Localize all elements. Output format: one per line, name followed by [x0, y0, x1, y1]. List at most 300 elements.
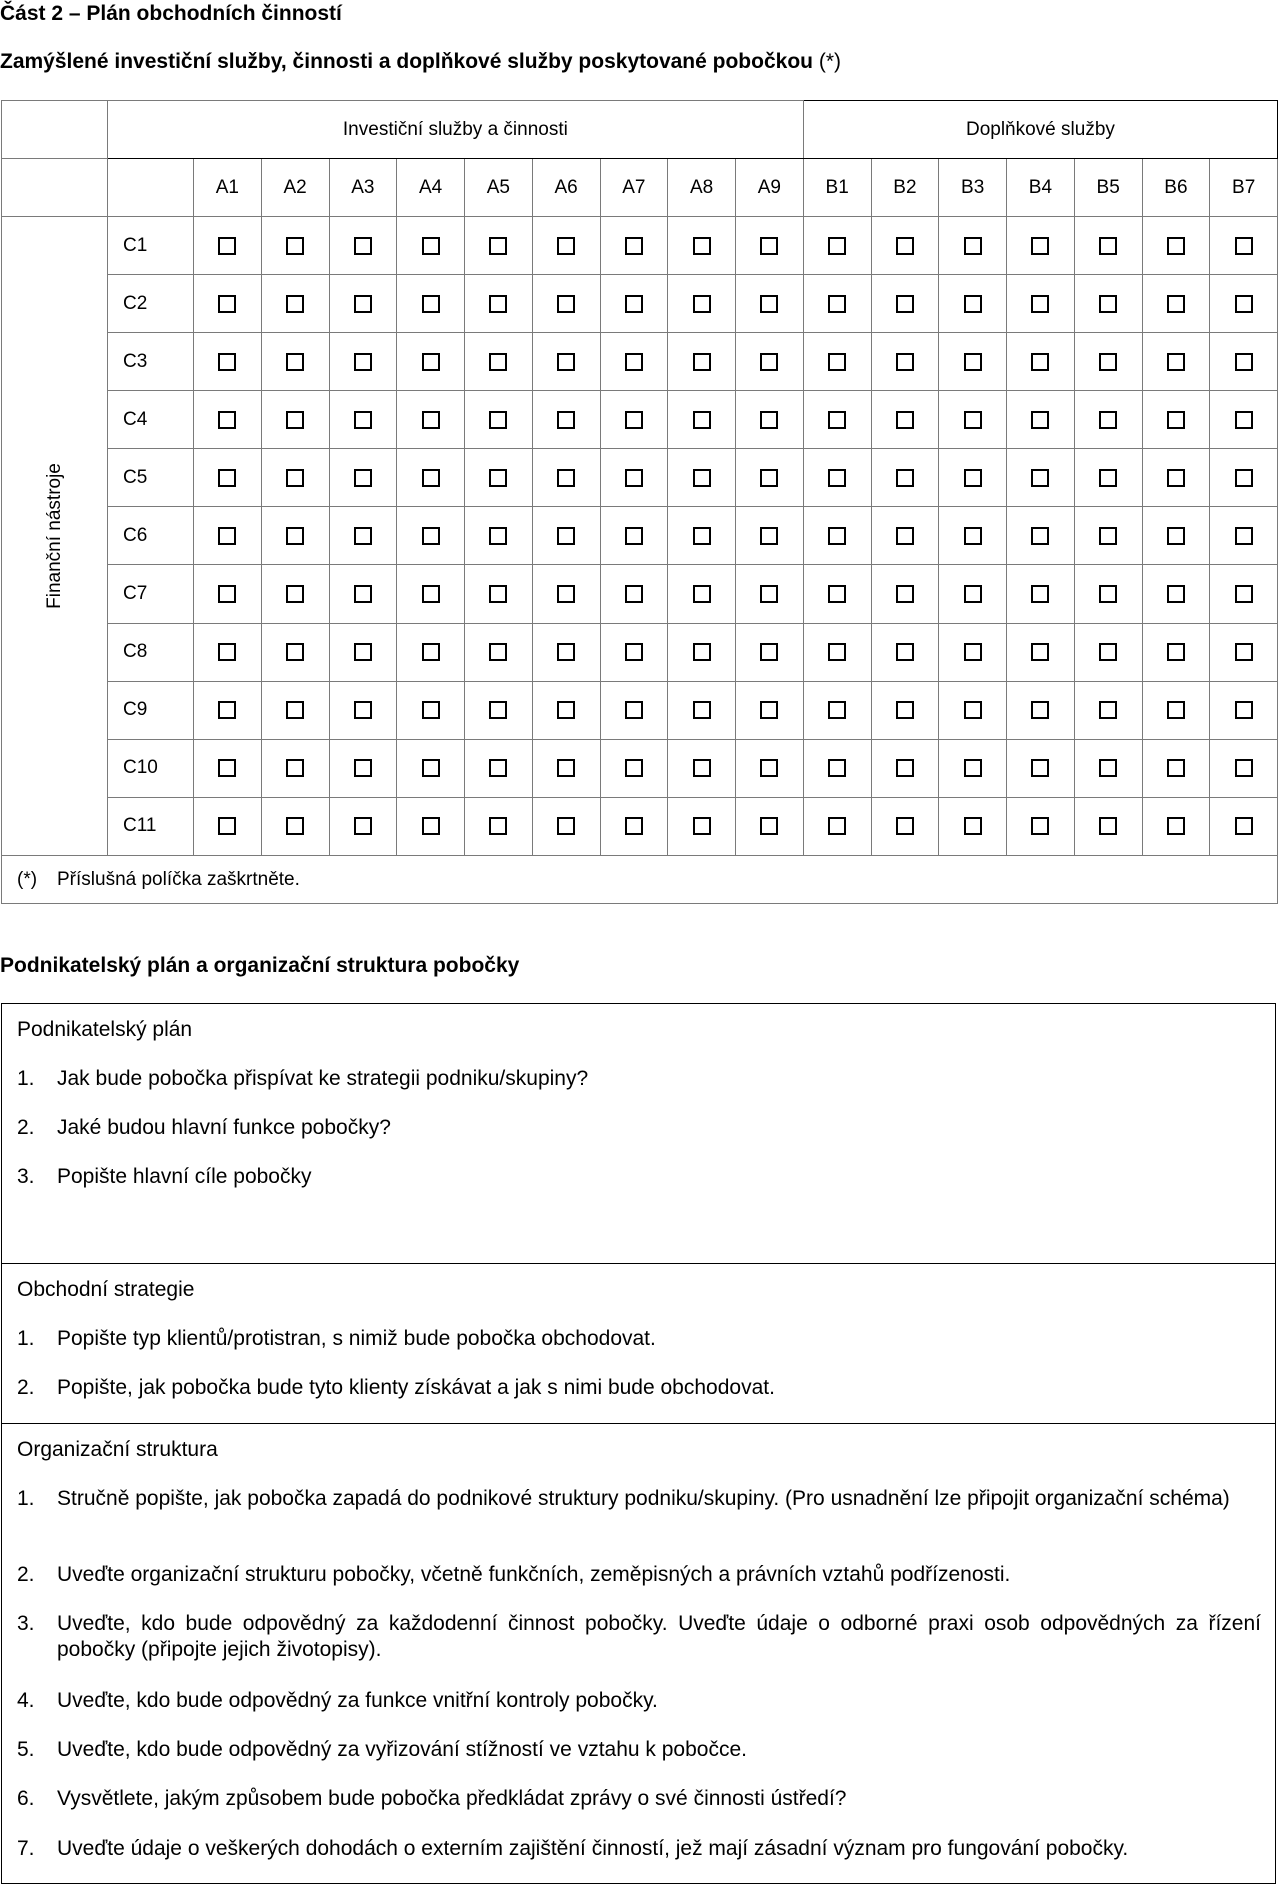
checkbox-cell [532, 217, 600, 275]
checkbox-c3-a4[interactable] [422, 353, 440, 371]
note-marker: (*) [17, 868, 38, 890]
checkbox-c10-b4[interactable] [1031, 759, 1049, 777]
column-header: B1 [803, 159, 871, 217]
column-header: A5 [465, 159, 533, 217]
checkbox-c2-b4[interactable] [1031, 295, 1049, 313]
list-item [17, 1375, 1261, 1401]
table-row [2, 507, 1278, 565]
checkbox-cell [1074, 217, 1142, 275]
checkbox-c5-b2[interactable] [896, 469, 914, 487]
checkbox-c9-b2[interactable] [896, 701, 914, 719]
checkbox-c6-a6[interactable] [557, 527, 575, 545]
checkbox-c8-a9[interactable] [760, 643, 778, 661]
row-group-label: Finanční nástroje [43, 463, 65, 609]
checkbox-cell [600, 681, 668, 739]
column-header: B3 [939, 159, 1007, 217]
table-row [2, 391, 1278, 449]
checkbox-cell [600, 449, 668, 507]
checkbox-cell [261, 739, 329, 797]
checkbox-cell [736, 217, 804, 275]
checkbox-c11-b1[interactable] [828, 817, 846, 835]
checkbox-cell [1074, 391, 1142, 449]
checkbox-cell [1210, 739, 1278, 797]
checkbox-c5-a3[interactable] [354, 469, 372, 487]
checkbox-c6-b6[interactable] [1167, 527, 1185, 545]
checkbox-c5-a1[interactable] [218, 469, 236, 487]
checkbox-cell [803, 507, 871, 565]
checkbox-c7-a2[interactable] [286, 585, 304, 603]
checkbox-c10-a7[interactable] [625, 759, 643, 777]
checkbox-cell [1142, 391, 1210, 449]
checkbox-c5-a7[interactable] [625, 469, 643, 487]
group-header-ancillary: Doplňkové služby [803, 101, 1277, 159]
checkbox-c9-a4[interactable] [422, 701, 440, 719]
checkbox-cell [736, 565, 804, 623]
checkbox-cell [1007, 681, 1075, 739]
checkbox-c11-a9[interactable] [760, 817, 778, 835]
checkbox-c2-a8[interactable] [693, 295, 711, 313]
checkbox-c11-a7[interactable] [625, 817, 643, 835]
checkbox-c1-b3[interactable] [964, 237, 982, 255]
checkbox-c3-a9[interactable] [760, 353, 778, 371]
checkbox-c7-b3[interactable] [964, 585, 982, 603]
table-row [2, 623, 1278, 681]
row-group-label-wrapper [2, 217, 107, 855]
checkbox-cell [939, 565, 1007, 623]
checkbox-cell [939, 623, 1007, 681]
checkbox-cell [194, 739, 262, 797]
row-label: C5 [108, 449, 194, 507]
checkbox-c7-a3[interactable] [354, 585, 372, 603]
checkbox-c4-a9[interactable] [760, 411, 778, 429]
checkbox-cell [532, 449, 600, 507]
checkbox-cell [939, 797, 1007, 855]
checkbox-cell [532, 739, 600, 797]
section-title: Podnikatelský plán [17, 1018, 193, 1041]
checkbox-c9-a2[interactable] [286, 701, 304, 719]
checkbox-c4-a1[interactable] [218, 411, 236, 429]
checkbox-c10-b3[interactable] [964, 759, 982, 777]
checkbox-c1-b7[interactable] [1235, 237, 1253, 255]
checkbox-cell [600, 797, 668, 855]
checkbox-c7-a7[interactable] [625, 585, 643, 603]
checkbox-c2-b1[interactable] [828, 295, 846, 313]
table-row [2, 565, 1278, 623]
checkbox-cell [600, 507, 668, 565]
checkbox-c5-a2[interactable] [286, 469, 304, 487]
checkbox-cell [803, 565, 871, 623]
checkbox-cell [871, 623, 939, 681]
checkbox-c2-a6[interactable] [557, 295, 575, 313]
checkbox-c4-b1[interactable] [828, 411, 846, 429]
checkbox-c1-a1[interactable] [218, 237, 236, 255]
checkbox-cell [871, 797, 939, 855]
checkbox-c2-a7[interactable] [625, 295, 643, 313]
checkbox-c3-a2[interactable] [286, 353, 304, 371]
checkbox-c7-b2[interactable] [896, 585, 914, 603]
checkbox-cell [1074, 507, 1142, 565]
checkbox-c2-a2[interactable] [286, 295, 304, 313]
list-item [17, 1737, 1261, 1763]
checkbox-c2-b3[interactable] [964, 295, 982, 313]
checkbox-c8-a5[interactable] [489, 643, 507, 661]
checkbox-c1-b2[interactable] [896, 237, 914, 255]
checkbox-c1-a6[interactable] [557, 237, 575, 255]
checkbox-cell [1007, 275, 1075, 333]
checkbox-c3-a1[interactable] [218, 353, 236, 371]
checkbox-cell [397, 507, 465, 565]
checkbox-cell [397, 217, 465, 275]
checkbox-c2-a9[interactable] [760, 295, 778, 313]
checkbox-c8-a7[interactable] [625, 643, 643, 661]
checkbox-cell [1210, 217, 1278, 275]
checkbox-c9-a5[interactable] [489, 701, 507, 719]
checkbox-cell [1007, 565, 1075, 623]
checkbox-cell [1007, 797, 1075, 855]
checkbox-c5-a5[interactable] [489, 469, 507, 487]
checkbox-c3-b6[interactable] [1167, 353, 1185, 371]
checkbox-cell [1142, 507, 1210, 565]
checkbox-c2-a3[interactable] [354, 295, 372, 313]
checkbox-c1-a4[interactable] [422, 237, 440, 255]
checkbox-c4-b6[interactable] [1167, 411, 1185, 429]
checkbox-cell [803, 739, 871, 797]
checkbox-c3-b3[interactable] [964, 353, 982, 371]
checkbox-cell [261, 217, 329, 275]
checkbox-cell [329, 275, 397, 333]
checkbox-c10-a1[interactable] [218, 759, 236, 777]
checkbox-c10-a6[interactable] [557, 759, 575, 777]
checkbox-c1-b6[interactable] [1167, 237, 1185, 255]
checkbox-cell [1074, 333, 1142, 391]
checkbox-c4-b2[interactable] [896, 411, 914, 429]
checkbox-c10-b6[interactable] [1167, 759, 1185, 777]
checkbox-c6-a9[interactable] [760, 527, 778, 545]
checkbox-c10-b5[interactable] [1099, 759, 1117, 777]
checkbox-c6-b4[interactable] [1031, 527, 1049, 545]
list-item-text: Uveďte, kdo bude odpovědný za funkce vnitřní kontroly pobočky. [57, 1689, 658, 1712]
checkbox-c4-a3[interactable] [354, 411, 372, 429]
checkbox-cell [465, 275, 533, 333]
checkbox-c11-b4[interactable] [1031, 817, 1049, 835]
checkbox-c7-b4[interactable] [1031, 585, 1049, 603]
checkbox-cell [1074, 449, 1142, 507]
checkbox-c5-b5[interactable] [1099, 469, 1117, 487]
checkbox-c11-a6[interactable] [557, 817, 575, 835]
checkbox-c9-a6[interactable] [557, 701, 575, 719]
checkbox-c4-b5[interactable] [1099, 411, 1117, 429]
checkbox-c3-b1[interactable] [828, 353, 846, 371]
checkbox-c7-b6[interactable] [1167, 585, 1185, 603]
list-item [17, 1164, 1261, 1190]
checkbox-c10-a9[interactable] [760, 759, 778, 777]
checkbox-c6-a4[interactable] [422, 527, 440, 545]
checkbox-c9-a1[interactable] [218, 701, 236, 719]
checkbox-c8-a8[interactable] [693, 643, 711, 661]
checkbox-c6-a5[interactable] [489, 527, 507, 545]
checkbox-c8-b1[interactable] [828, 643, 846, 661]
list-item-text: Jak bude pobočka přispívat ke strategii podniku/skupiny? [57, 1067, 589, 1090]
checkbox-c1-a7[interactable] [625, 237, 643, 255]
section-title: Obchodní strategie [17, 1278, 195, 1301]
checkbox-c1-a9[interactable] [760, 237, 778, 255]
checkbox-c3-a3[interactable] [354, 353, 372, 371]
checkbox-c9-b1[interactable] [828, 701, 846, 719]
checkbox-c6-a2[interactable] [286, 527, 304, 545]
checkbox-cell [465, 739, 533, 797]
checkbox-c8-b3[interactable] [964, 643, 982, 661]
checkbox-c4-b3[interactable] [964, 411, 982, 429]
row-label: C8 [108, 623, 194, 681]
checkbox-c8-b6[interactable] [1167, 643, 1185, 661]
checkbox-c9-a3[interactable] [354, 701, 372, 719]
column-header: A9 [736, 159, 804, 217]
checkbox-cell [465, 449, 533, 507]
table-row [2, 217, 1278, 275]
checkbox-c3-b7[interactable] [1235, 353, 1253, 371]
checkbox-cell [1074, 623, 1142, 681]
checkbox-cell [600, 391, 668, 449]
checkbox-c1-a5[interactable] [489, 237, 507, 255]
checkbox-cell [1074, 681, 1142, 739]
checkbox-c2-a4[interactable] [422, 295, 440, 313]
checkbox-c10-b1[interactable] [828, 759, 846, 777]
checkbox-cell [329, 449, 397, 507]
checkbox-c9-b3[interactable] [964, 701, 982, 719]
list-item-number: 6. [17, 1787, 35, 1810]
checkbox-cell [668, 449, 736, 507]
empty-corner-cell [108, 159, 194, 217]
column-header: A2 [261, 159, 329, 217]
checkbox-cell [803, 797, 871, 855]
checkbox-cell [939, 391, 1007, 449]
checkbox-cell [397, 391, 465, 449]
checkbox-cell [1142, 565, 1210, 623]
checkbox-c6-b7[interactable] [1235, 527, 1253, 545]
checkbox-c11-b5[interactable] [1099, 817, 1117, 835]
checkbox-cell [668, 275, 736, 333]
checkbox-c4-b7[interactable] [1235, 411, 1253, 429]
checkbox-c5-b4[interactable] [1031, 469, 1049, 487]
checkbox-c9-a9[interactable] [760, 701, 778, 719]
checkbox-c10-b2[interactable] [896, 759, 914, 777]
checkbox-c6-b1[interactable] [828, 527, 846, 545]
checkbox-cell [465, 217, 533, 275]
checkbox-c4-a5[interactable] [489, 411, 507, 429]
list-item-number: 1. [17, 1327, 35, 1350]
checkbox-cell [194, 217, 262, 275]
checkbox-cell [329, 333, 397, 391]
checkbox-c6-a3[interactable] [354, 527, 372, 545]
checkbox-c3-b4[interactable] [1031, 353, 1049, 371]
checkbox-c7-b5[interactable] [1099, 585, 1117, 603]
services-title-marker: (*) [818, 50, 841, 73]
list-item-number: 1. [17, 1487, 35, 1510]
row-label: C4 [108, 391, 194, 449]
checkbox-c9-b5[interactable] [1099, 701, 1117, 719]
checkbox-c10-a3[interactable] [354, 759, 372, 777]
checkbox-c2-b2[interactable] [896, 295, 914, 313]
checkbox-c9-b4[interactable] [1031, 701, 1049, 719]
checkbox-c1-a3[interactable] [354, 237, 372, 255]
group-header-investment: Investiční služby a činnosti [108, 101, 804, 159]
checkbox-c8-b4[interactable] [1031, 643, 1049, 661]
checkbox-c8-b7[interactable] [1235, 643, 1253, 661]
checkbox-c9-a8[interactable] [693, 701, 711, 719]
checkbox-c2-b5[interactable] [1099, 295, 1117, 313]
checkbox-c7-a5[interactable] [489, 585, 507, 603]
checkbox-c2-b7[interactable] [1235, 295, 1253, 313]
checkbox-c3-a5[interactable] [489, 353, 507, 371]
checkbox-c9-b7[interactable] [1235, 701, 1253, 719]
checkbox-c11-a3[interactable] [354, 817, 372, 835]
checkbox-cell [261, 565, 329, 623]
list-item [17, 1562, 1261, 1588]
checkbox-cell [668, 333, 736, 391]
checkbox-c4-a6[interactable] [557, 411, 575, 429]
checkbox-cell [1210, 275, 1278, 333]
checkbox-c7-b7[interactable] [1235, 585, 1253, 603]
checkbox-c8-a3[interactable] [354, 643, 372, 661]
checkbox-c7-a6[interactable] [557, 585, 575, 603]
checkbox-cell [1074, 797, 1142, 855]
checkbox-c8-a6[interactable] [557, 643, 575, 661]
checkbox-c11-a2[interactable] [286, 817, 304, 835]
checkbox-c4-a7[interactable] [625, 411, 643, 429]
checkbox-c6-b2[interactable] [896, 527, 914, 545]
checkbox-c4-b4[interactable] [1031, 411, 1049, 429]
checkbox-c4-a4[interactable] [422, 411, 440, 429]
checkbox-c1-b5[interactable] [1099, 237, 1117, 255]
checkbox-c5-b1[interactable] [828, 469, 846, 487]
checkbox-c9-b6[interactable] [1167, 701, 1185, 719]
checkbox-cell [397, 623, 465, 681]
checkbox-cell [532, 681, 600, 739]
list-item-number: 3. [17, 1165, 35, 1188]
checkbox-cell [600, 333, 668, 391]
checkbox-c7-b1[interactable] [828, 585, 846, 603]
checkbox-c11-b7[interactable] [1235, 817, 1253, 835]
column-header: A7 [600, 159, 668, 217]
checkbox-c5-a4[interactable] [422, 469, 440, 487]
checkbox-c10-a4[interactable] [422, 759, 440, 777]
checkbox-c1-a8[interactable] [693, 237, 711, 255]
checkbox-cell [1074, 739, 1142, 797]
checkbox-c9-a7[interactable] [625, 701, 643, 719]
checkbox-cell [939, 449, 1007, 507]
checkbox-cell [194, 565, 262, 623]
checkbox-cell [1142, 449, 1210, 507]
checkbox-cell [397, 681, 465, 739]
checkbox-c6-a1[interactable] [218, 527, 236, 545]
checkbox-c6-a7[interactable] [625, 527, 643, 545]
checkbox-c8-a4[interactable] [422, 643, 440, 661]
checkbox-c2-a1[interactable] [218, 295, 236, 313]
checkbox-c5-b7[interactable] [1235, 469, 1253, 487]
checkbox-cell [329, 623, 397, 681]
checkbox-c3-b5[interactable] [1099, 353, 1117, 371]
checkbox-cell [1007, 391, 1075, 449]
checkbox-c10-b7[interactable] [1235, 759, 1253, 777]
checkbox-cell [736, 739, 804, 797]
checkbox-c8-a1[interactable] [218, 643, 236, 661]
checkbox-c3-a8[interactable] [693, 353, 711, 371]
checkbox-c5-a9[interactable] [760, 469, 778, 487]
checkbox-c5-b3[interactable] [964, 469, 982, 487]
checkbox-c7-a4[interactable] [422, 585, 440, 603]
checkbox-c11-a1[interactable] [218, 817, 236, 835]
list-item-number: 2. [17, 1376, 35, 1399]
checkbox-cell [736, 449, 804, 507]
services-title [0, 48, 841, 76]
checkbox-c5-a8[interactable] [693, 469, 711, 487]
checkbox-c11-b3[interactable] [964, 817, 982, 835]
checkbox-c5-b6[interactable] [1167, 469, 1185, 487]
checkbox-cell [803, 623, 871, 681]
checkbox-c11-a8[interactable] [693, 817, 711, 835]
list-item [17, 1326, 1261, 1352]
checkbox-c4-a2[interactable] [286, 411, 304, 429]
checkbox-cell [1007, 507, 1075, 565]
list-item [17, 1836, 1261, 1862]
checkbox-cell [600, 275, 668, 333]
checkbox-c5-a6[interactable] [557, 469, 575, 487]
checkbox-c7-a9[interactable] [760, 585, 778, 603]
checkbox-c10-a8[interactable] [693, 759, 711, 777]
table-row [2, 739, 1278, 797]
checkbox-c10-a2[interactable] [286, 759, 304, 777]
checkbox-cell [194, 623, 262, 681]
checkbox-c2-b6[interactable] [1167, 295, 1185, 313]
checkbox-cell [803, 217, 871, 275]
checkbox-c2-a5[interactable] [489, 295, 507, 313]
list-item-text: Popište typ klientů/protistran, s nimiž bude pobočka obchodovat. [57, 1327, 656, 1350]
list-item [17, 1611, 1261, 1663]
checkbox-c6-b3[interactable] [964, 527, 982, 545]
checkbox-c11-b6[interactable] [1167, 817, 1185, 835]
checkbox-c6-b5[interactable] [1099, 527, 1117, 545]
checkbox-c11-a5[interactable] [489, 817, 507, 835]
checkbox-c3-b2[interactable] [896, 353, 914, 371]
checkbox-cell [329, 797, 397, 855]
checkbox-cell [668, 217, 736, 275]
checkbox-c3-a7[interactable] [625, 353, 643, 371]
checkbox-cell [532, 391, 600, 449]
checkbox-c8-b5[interactable] [1099, 643, 1117, 661]
checkbox-c8-a2[interactable] [286, 643, 304, 661]
checkbox-cell [1210, 681, 1278, 739]
checkbox-cell [329, 739, 397, 797]
checkbox-c11-b2[interactable] [896, 817, 914, 835]
checkbox-c7-a8[interactable] [693, 585, 711, 603]
checkbox-c1-a2[interactable] [286, 237, 304, 255]
checkbox-c7-a1[interactable] [218, 585, 236, 603]
checkbox-c3-a6[interactable] [557, 353, 575, 371]
checkbox-c11-a4[interactable] [422, 817, 440, 835]
checkbox-c1-b4[interactable] [1031, 237, 1049, 255]
column-header: A1 [194, 159, 262, 217]
checkbox-cell [532, 797, 600, 855]
table-note-row [2, 856, 1278, 904]
checkbox-c8-b2[interactable] [896, 643, 914, 661]
column-header: A3 [329, 159, 397, 217]
checkbox-cell [600, 739, 668, 797]
checkbox-c6-a8[interactable] [693, 527, 711, 545]
checkbox-c4-a8[interactable] [693, 411, 711, 429]
note-text: Příslušná políčka zaškrtněte. [57, 868, 300, 890]
checkbox-c1-b1[interactable] [828, 237, 846, 255]
checkbox-c10-a5[interactable] [489, 759, 507, 777]
